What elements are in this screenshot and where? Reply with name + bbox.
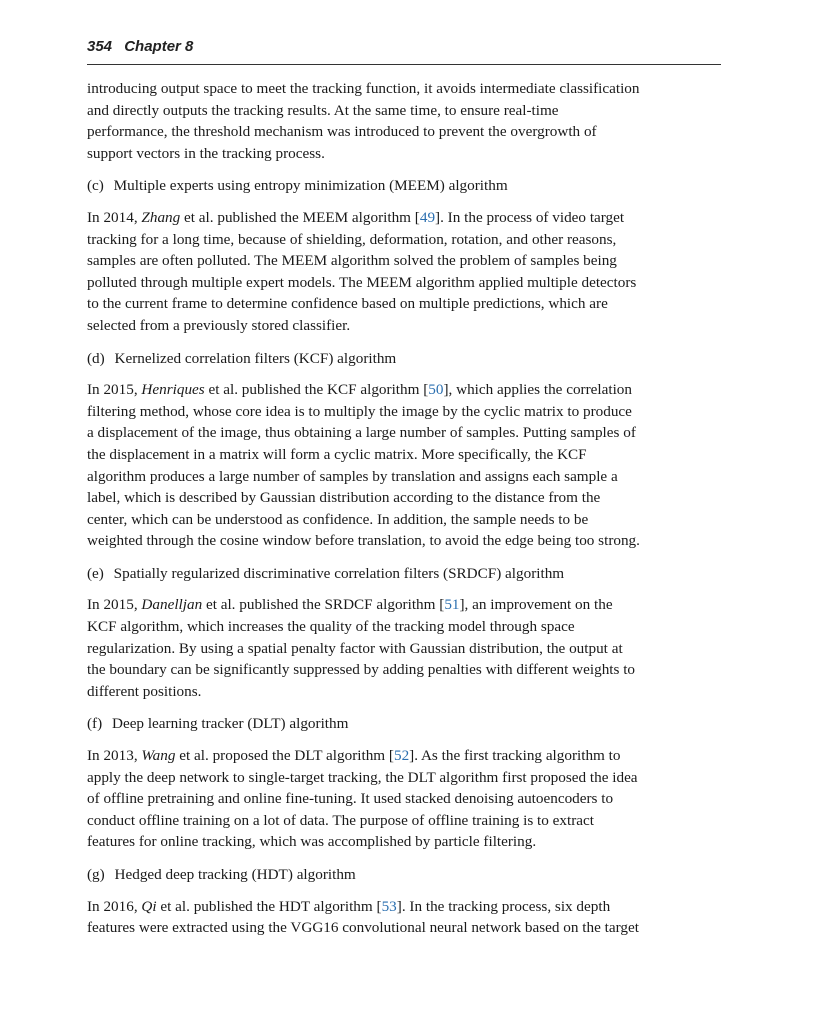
- text-line: [87, 207, 723, 229]
- text-span: ], an improvement on the: [459, 596, 613, 614]
- section-label: (d): [87, 349, 105, 367]
- section-title: Spatially regularized discriminative correlation filters (SRDCF) algorithm: [113, 564, 565, 582]
- text-line: to the current frame to determine confidence based on multiple predictions, which are: [87, 295, 608, 313]
- text-line: of offline pretraining and online fine-tuning. It used stacked denoising autoencoders to: [87, 790, 614, 808]
- section-label: (g): [87, 866, 105, 883]
- page-body: [87, 78, 723, 950]
- text-span: ]. In the process of video target: [435, 208, 625, 226]
- text-line: the boundary can be significantly suppressed by adding penalties with different weights to: [87, 661, 636, 679]
- section-title: Multiple experts using entropy minimization (MEEM) algorithm: [113, 177, 508, 195]
- text-line: regularization. By using a spatial penalty factor with Gaussian distribution, the output at: [87, 639, 623, 657]
- running-header: [87, 38, 721, 65]
- text-span: In 2016,: [87, 897, 142, 915]
- text-line: polluted through multiple expert models. The MEEM algorithm applied multiple detectors: [87, 273, 637, 291]
- text-span: et al. published the HDT algorithm [: [156, 897, 382, 915]
- section-paragraph-srdcf: [87, 594, 723, 702]
- text-span: In 2015,: [87, 381, 142, 399]
- section-heading-srdcf: [87, 563, 723, 585]
- text-span: In 2015,: [87, 596, 142, 614]
- section-paragraph-dlt: [87, 745, 723, 853]
- author-name: Danelljan: [141, 596, 203, 614]
- author-name: Zhang: [141, 208, 181, 226]
- text-line: a displacement of the image, thus obtaining a large number of samples. Putting samples of: [87, 424, 636, 442]
- text-line: introducing output space to meet the tracking function, it avoids intermediate classification: [87, 80, 640, 97]
- text-span: et al. published the SRDCF algorithm [: [202, 596, 445, 614]
- citation-link[interactable]: 52: [393, 747, 410, 765]
- section-title: Hedged deep tracking (HDT) algorithm: [114, 866, 356, 883]
- text-span: et al. published the MEEM algorithm [: [180, 208, 420, 226]
- text-line: and directly outputs the tracking results. At the same time, to ensure real-time: [87, 101, 559, 119]
- text-line: weighted through the cosine window before translation, to avoid the edge being too strong.: [87, 532, 640, 550]
- author-name: Wang: [141, 747, 176, 765]
- text-line: samples are often polluted. The MEEM algorithm solved the problem of samples being: [87, 252, 617, 270]
- text-span: In 2014,: [87, 208, 142, 226]
- text-line: features were extracted using the VGG16 convolutional neural network based on the target: [87, 919, 639, 937]
- text-line: [87, 594, 723, 616]
- chapter-title: Chapter 8: [124, 38, 194, 55]
- text-line: algorithm produces a large number of samples by translation and assigns each sample a: [87, 467, 618, 485]
- text-span: et al. proposed the DLT algorithm [: [175, 747, 394, 765]
- section-label: (f): [87, 715, 103, 733]
- text-line: [87, 896, 723, 918]
- section-label: (e): [87, 564, 104, 582]
- text-line: tracking for a long time, because of shielding, deformation, rotation, and other reasons,: [87, 230, 617, 248]
- text-line: apply the deep network to single-target tracking, the DLT algorithm first proposed the idea: [87, 768, 638, 786]
- text-line: KCF algorithm, which increases the quality of the tracking model through space: [87, 618, 575, 636]
- text-line: support vectors in the tracking process.: [87, 144, 325, 162]
- text-line: the displacement in a matrix will form a cyclic matrix. More specifically, the KCF: [87, 445, 587, 463]
- citation-link[interactable]: 51: [444, 596, 460, 614]
- intro-paragraph: [87, 78, 723, 164]
- text-line: features for online tracking, which was accomplished by particle filtering.: [87, 833, 537, 851]
- text-span: et al. published the KCF algorithm [: [204, 381, 429, 399]
- citation-link[interactable]: 50: [428, 381, 444, 399]
- citation-link[interactable]: 49: [419, 208, 436, 226]
- section-heading-dlt: [87, 713, 723, 735]
- text-line: [87, 379, 723, 401]
- text-line: conduct offline training on a lot of data. The purpose of offline training is to extract: [87, 811, 594, 829]
- section-paragraph-hdt: [87, 896, 723, 939]
- text-line: different positions.: [87, 682, 202, 700]
- text-span: In 2013,: [87, 747, 142, 765]
- text-line: filtering method, whose core idea is to multiply the image by the cyclic matrix to produce: [87, 402, 632, 420]
- section-paragraph-kcf: [87, 379, 723, 552]
- text-line: performance, the threshold mechanism was introduced to prevent the overgrowth of: [87, 123, 597, 141]
- section-heading-hdt: [87, 864, 723, 886]
- author-name: Qi: [141, 897, 157, 915]
- section-title: Kernelized correlation filters (KCF) algorithm: [114, 349, 397, 367]
- text-line: center, which can be understood as confidence. In addition, the sample needs to be: [87, 510, 589, 528]
- page-number: 354: [87, 38, 113, 55]
- author-name: Henriques: [141, 381, 205, 399]
- text-line: selected from a previously stored classifier.: [87, 316, 351, 334]
- text-span: ]. In the tracking process, six depth: [396, 897, 611, 915]
- section-label: (c): [87, 177, 104, 195]
- text-span: ]. As the first tracking algorithm to: [409, 747, 621, 765]
- text-line: label, which is described by Gaussian distribution according to the distance from the: [87, 489, 601, 507]
- section-heading-meem: [87, 175, 723, 197]
- citation-link[interactable]: 53: [381, 897, 397, 915]
- section-title: Deep learning tracker (DLT) algorithm: [111, 715, 349, 733]
- text-line: [87, 745, 723, 767]
- section-paragraph-meem: [87, 207, 723, 337]
- section-heading-kcf: [87, 348, 723, 370]
- text-span: ], which applies the correlation: [443, 381, 632, 399]
